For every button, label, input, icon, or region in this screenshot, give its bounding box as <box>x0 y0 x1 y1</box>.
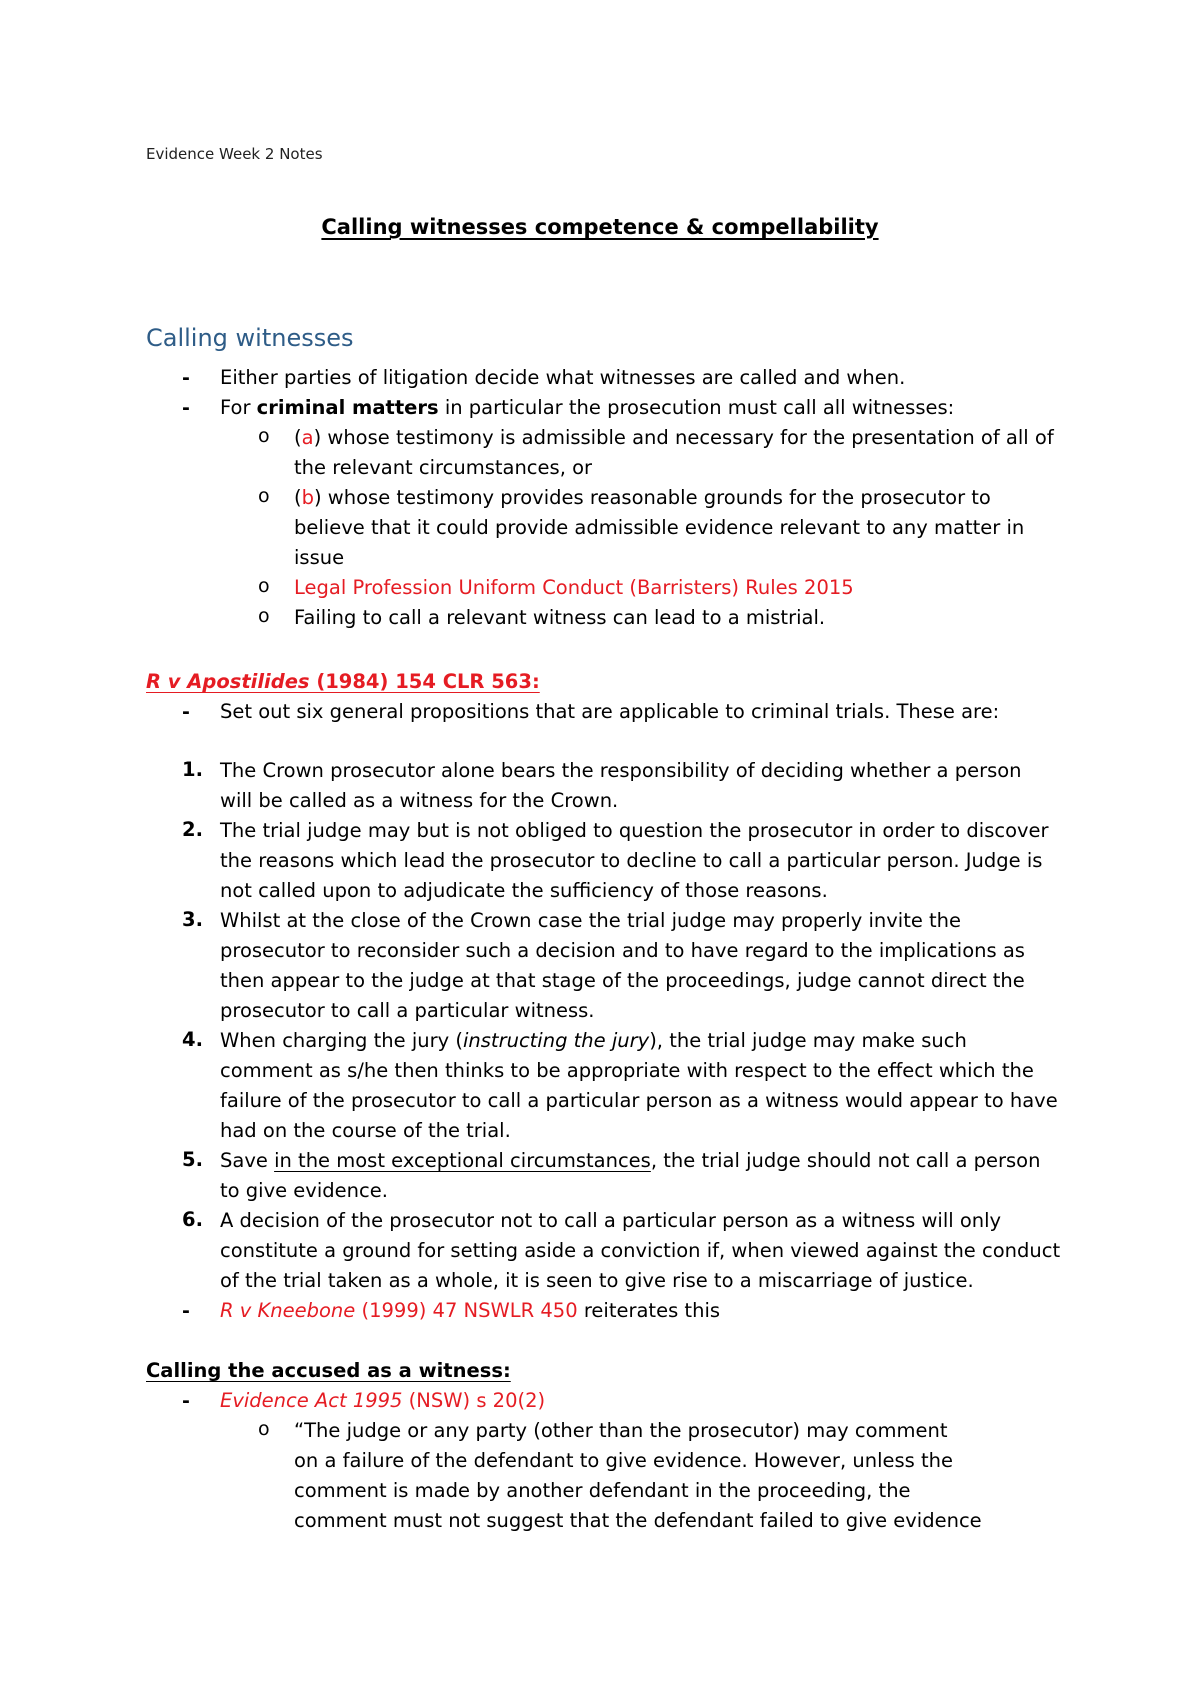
emphasis-criminal-matters: criminal matters <box>256 396 439 419</box>
proposition-text: had on the course of the trial. <box>220 1119 511 1142</box>
list-number: 3. <box>182 908 203 931</box>
quote-text: “The judge or any party (other than the prosecutor) may comment <box>294 1419 948 1442</box>
proposition-text: will be called as a witness for the Crown. <box>220 789 619 812</box>
sub-bullet-text-cont: believe that it could provide admissible evidence relevant to any matter in <box>294 516 1025 539</box>
bullet-dash: - <box>182 1390 190 1412</box>
proposition-text: failure of the prosecutor to call a particular person as a witness would appear to have <box>220 1089 1058 1112</box>
proposition-text: then appear to the judge at that stage of the proceedings, judge cannot direct the <box>220 969 1025 992</box>
proposition-text: A decision of the prosecutor not to call a particular person as a witness will only <box>220 1209 1002 1232</box>
proposition-text: Whilst at the close of the Crown case the trial judge may properly invite the <box>220 909 962 932</box>
proposition-text: prosecutor to call a particular witness. <box>220 999 595 1022</box>
list-number: 4. <box>182 1028 203 1051</box>
proposition-text: When charging the jury (instructing the jury), the trial judge may make such <box>220 1029 967 1052</box>
bullet-text: For criminal matters in particular the prosecution must call all witnesses: <box>220 396 955 419</box>
proposition-text: of the trial taken as a whole, it is seen to give rise to a miscarriage of justice. <box>220 1269 974 1292</box>
kneebone-reference: R v Kneebone (1999) 47 NSWLR 450 reiterates this <box>220 1299 721 1322</box>
document-title: Calling witnesses competence & compellability <box>321 215 879 239</box>
quote-text: comment is made by another defendant in the proceeding, the <box>294 1479 911 1502</box>
sub-bullet-marker: o <box>258 425 270 447</box>
list-number: 2. <box>182 818 203 841</box>
quote-text: on a failure of the defendant to give evidence. However, unless the <box>294 1449 954 1472</box>
sub-bullet-marker: o <box>258 1418 270 1440</box>
proposition-text: comment as s/he then thinks to be appropriate with respect to the effect which the <box>220 1059 1034 1082</box>
case-heading-apostilides: R v Apostilides (1984) 154 CLR 563: <box>146 670 540 693</box>
quote-text: comment must not suggest that the defendant failed to give evidence <box>294 1509 982 1532</box>
bullet-dash: - <box>182 701 190 723</box>
sub-bullet-marker: o <box>258 575 270 597</box>
sub-bullet-text: Failing to call a relevant witness can lead to a mistrial. <box>294 606 826 629</box>
proposition-text: the reasons which lead the prosecutor to decline to call a particular person. Judge is <box>220 849 1043 872</box>
sub-bullet-marker: o <box>258 605 270 627</box>
bullet-text: Set out six general propositions that are applicable to criminal trials. These are: <box>220 700 1000 723</box>
act-reference: Evidence Act 1995 (NSW) s 20(2) <box>220 1389 546 1412</box>
underlined-phrase: in the most exceptional circumstances <box>274 1149 651 1172</box>
list-number: 1. <box>182 758 203 781</box>
sub-bullet-text-cont: issue <box>294 546 345 569</box>
proposition-text: to give evidence. <box>220 1179 388 1202</box>
list-number: 6. <box>182 1208 203 1231</box>
list-number: 5. <box>182 1148 203 1171</box>
bullet-dash: - <box>182 1300 190 1322</box>
bullet-text: Either parties of litigation decide what witnesses are called and when. <box>220 366 906 389</box>
bullet-dash: - <box>182 397 190 419</box>
sub-bullet-text: (a) whose testimony is admissible and necessary for the presentation of all of <box>294 426 1054 449</box>
rules-reference: Legal Profession Uniform Conduct (Barristers) Rules 2015 <box>294 576 854 599</box>
proposition-text: constitute a ground for setting aside a conviction if, when viewed against the conduct <box>220 1239 1061 1262</box>
bullet-dash: - <box>182 367 190 389</box>
proposition-text: Save in the most exceptional circumstances, the trial judge should not call a person <box>220 1149 1041 1172</box>
sub-bullet-marker: o <box>258 485 270 507</box>
section-heading-accused-witness: Calling the accused as a witness: <box>146 1359 511 1382</box>
sub-bullet-text-cont: the relevant circumstances, or <box>294 456 593 479</box>
proposition-text: The Crown prosecutor alone bears the responsibility of deciding whether a person <box>220 759 1022 782</box>
proposition-text: not called upon to adjudicate the sufficiency of those reasons. <box>220 879 828 902</box>
header-note: Evidence Week 2 Notes <box>146 145 323 163</box>
proposition-text: prosecutor to reconsider such a decision and to have regard to the implications as <box>220 939 1025 962</box>
sub-bullet-text: (b) whose testimony provides reasonable grounds for the prosecutor to <box>294 486 991 509</box>
proposition-text: The trial judge may but is not obliged to question the prosecutor in order to discover <box>220 819 1049 842</box>
section-heading-calling-witnesses: Calling witnesses <box>146 324 354 352</box>
